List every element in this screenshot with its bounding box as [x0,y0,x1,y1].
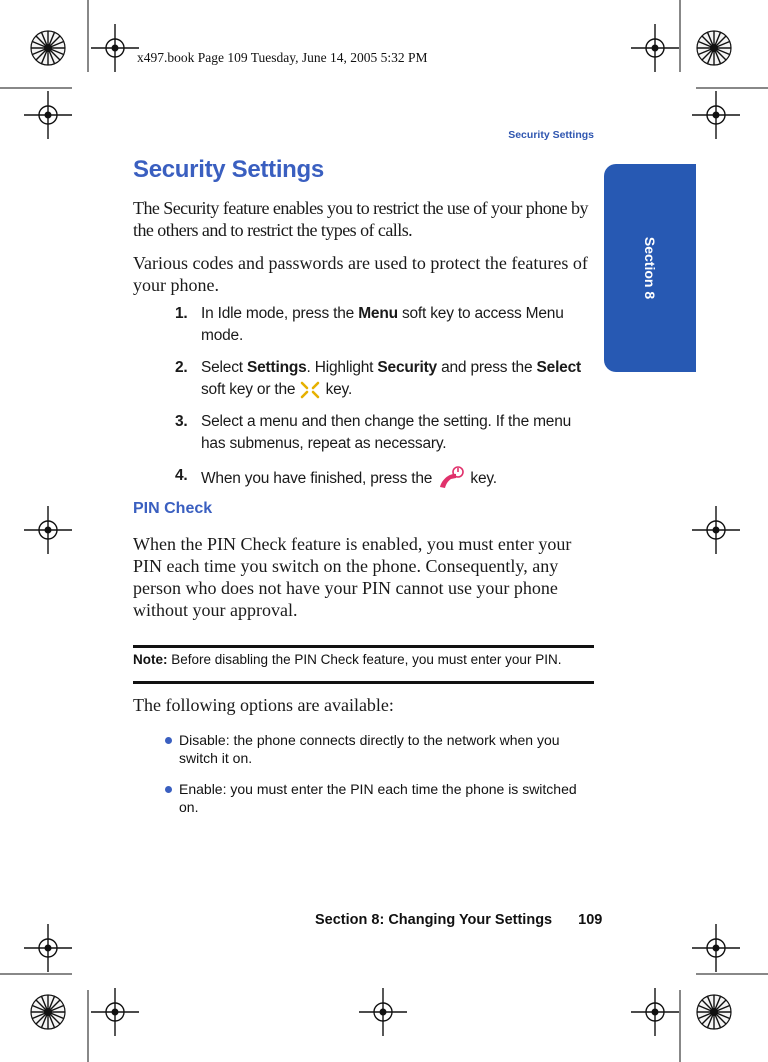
print-header: x497.book Page 109 Tuesday, June 14, 2005 5:32 PM [137,50,428,65]
note-bottom-rule [133,681,594,684]
options-list [165,731,595,829]
pin-check-heading: PIN Check [133,500,213,517]
step-item [175,303,595,347]
note-text: Before disabling the PIN Check feature, you must enter your PIN. [167,652,562,667]
step-number: 4. [175,467,188,484]
step-text: key. [470,470,497,488]
security-menu-label: Security [377,359,437,376]
step-text: Select a menu and then change the setting. If the menu has submenus, repeat as necessary. [201,413,572,452]
step-item [175,411,595,455]
running-head: Security Settings [508,129,594,141]
option-item: Enable: you must enter the PIN each time the phone is switched on. [165,780,595,816]
options-intro: The following options are available: [133,695,394,715]
step-text: . Highlight [306,359,378,376]
page-title: Security Settings [133,156,324,183]
pin-check-paragraph: When the PIN Check feature is enabled, you must enter your PIN each time you switch on the phone. Consequently, any person who does not have your PIN cannot use your phone without your approval. [133,534,572,620]
menu-key-label: Menu [358,305,398,322]
section-tab-label: Section 8 [642,236,658,300]
step-text: soft key to access Menu mode. [201,305,564,344]
step-item [175,465,595,493]
step-text: and press the [436,359,537,376]
note-box [133,652,593,667]
step-text: soft key or the [201,381,300,398]
step-item [175,357,595,401]
step-number: 1. [175,305,188,322]
step-text: In Idle mode, press the [201,305,359,322]
nav-select-key-icon [299,380,321,400]
page-number: 109 [578,912,603,928]
footer-title: Section 8: Changing Your Settings [315,912,553,928]
note-label: Note: [133,652,168,667]
settings-menu-label: Settings [247,359,307,376]
select-key-label: Select [536,359,581,376]
note-top-rule [133,645,594,648]
intro-paragraph: The Security feature enables you to restrict the use of your phone by the others and to restrict the types of calls. [133,198,588,240]
step-text: Select [201,359,247,376]
steps-list [175,303,595,503]
page-footer [315,912,602,928]
section-tab [604,164,696,372]
end-call-key-icon [436,465,466,493]
step-number: 2. [175,359,188,376]
step-text: When you have finished, press the [201,470,437,488]
step-number: 3. [175,413,188,430]
option-item: Disable: the phone connects directly to the network when you switch it on. [165,731,595,767]
codes-paragraph: Various codes and passwords are used to protect the features of your phone. [133,253,588,295]
step-text: key. [321,381,353,398]
